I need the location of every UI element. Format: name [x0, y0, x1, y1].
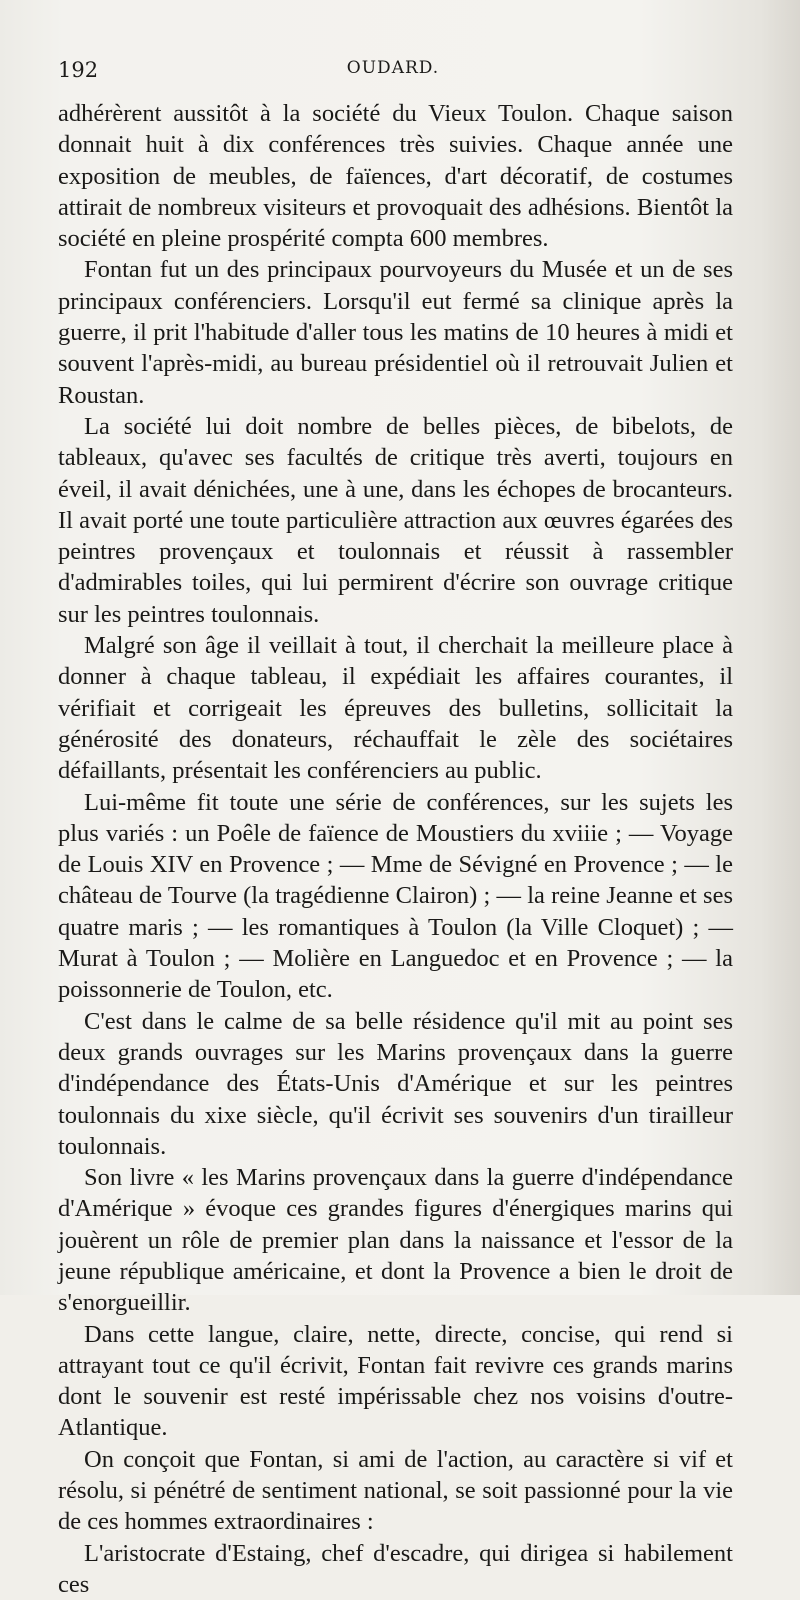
paragraph-2: Fontan fut un des principaux pourvoyeurs du Musée et un de ses principaux conférenciers. Lorsqu'il eut fermé sa clinique après la guerre, il prit l'habitude d'aller tous les matins de 10 heures à midi et souvent l'après-midi, au bureau présidentiel où il retrouvait Julien et Roustan.: [58, 256, 733, 409]
paragraph-9: On conçoit que Fontan, si ami de l'action, au caractère si vif et résolu, si pénétré de sentiment national, se soit passionné pour la vie de ces hommes extraordinaires :: [58, 1445, 733, 1536]
paragraph-5: Lui-même fit toute une série de conférences, sur les sujets les plus variés : un Poêle de faïence de Moustiers du xviiie ; — Voyage de Louis XIV en Provence ; — Mme de Sévigné en Provence ; — le château de Tourve (la tragédienne Clairon) ; — la reine Jeanne et ses quatre maris ; — les romantiques à Toulon (la Ville Cloquet) ; — Murat à Toulon ; — Molière en Languedoc et en Provence ; — la poissonnerie de Toulon, etc.: [58, 788, 733, 1004]
page-header: [58, 58, 728, 88]
paragraph-3: La société lui doit nombre de belles pièces, de bibelots, de tableaux, qu'avec ses facultés de critique très averti, toujours en éveil, il avait dénichées, une à une, dans les échopes de brocanteurs. Il avait porté une toute particulière attraction aux œuvres égarées des peintres provençaux et toulonnais et réussit à rassembler d'admirables toiles, qui lui permirent d'écrire son ouvrage critique sur les peintres toulonnais.: [58, 412, 733, 628]
paragraph-4: Malgré son âge il veillait à tout, il cherchait la meilleure place à donner à chaque tableau, il expédiait les affaires courantes, il vérifiait et corrigeait les épreuves des bulletins, sollicitait la générosité des donateurs, réchauffait le zèle des sociétaires défaillants, présentait les conférenciers au public.: [58, 632, 733, 785]
paragraph-10: L'aristocrate d'Estaing, chef d'escadre, qui dirigea si habilement ces: [58, 1539, 733, 1598]
running-head: OUDARD.: [346, 58, 440, 78]
page-number: 192: [58, 58, 99, 82]
paragraph-7: Son livre « les Marins provençaux dans la guerre d'indépendance d'Amérique » évoque ces grandes figures d'énergiques marins qui jouèrent un rôle de premier plan dans la naissance et l'essor de la jeune république américaine, et dont la Provence a bien le droit de s'enorgueillir.: [58, 1164, 733, 1317]
paragraph-8: Dans cette langue, claire, nette, directe, concise, qui rend si attrayant tout ce qu'il écrivit, Fontan fait revivre ces grands marins dont le souvenir est resté impérissable chez nos voisins d'outre-Atlantique.: [58, 1320, 733, 1442]
body-text: [58, 98, 733, 1600]
paragraph-6: C'est dans le calme de sa belle résidence qu'il mit au point ses deux grands ouvrages sur les Marins provençaux dans la guerre d'indépendance des États-Unis d'Amérique et sur les peintres toulonnais du xixe siècle, qu'il écrivit ses souvenirs d'un tirailleur toulonnais.: [58, 1007, 733, 1160]
paragraph-1: adhérèrent aussitôt à la société du Vieux Toulon. Chaque saison donnait huit à dix conférences très suivies. Chaque année une exposition de meubles, de faïences, d'art décoratif, de costumes attirait de nombreux visiteurs et provoquait des adhésions. Bientôt la société en pleine prospérité compta 600 membres.: [58, 100, 733, 253]
